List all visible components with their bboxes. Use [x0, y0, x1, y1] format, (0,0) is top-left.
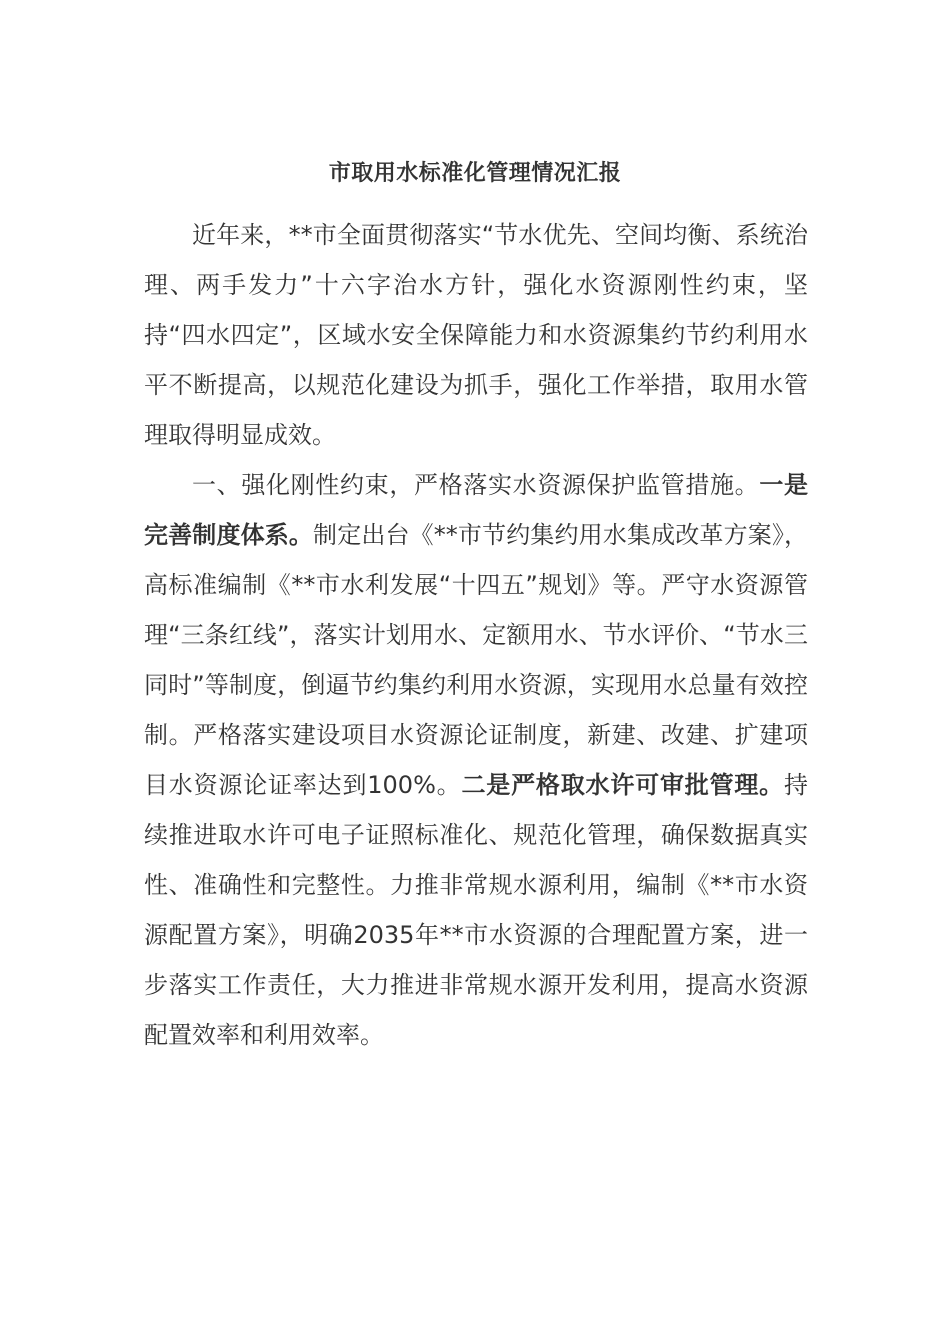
document-body	[144, 210, 808, 1060]
document-title: 市取用水标准化管理情况汇报	[328, 161, 622, 186]
point-one-text: 制定出台《**市节约集约用水集成改革方案》，高标准编制《**市水利发展“十四五”规划》等。严守水资源管理“三条红线”，落实计划用水、定额用水、节水评价、“节水三同时”等制度，倒逼节约集约利用水资源，实现用水总量有效控制。严格落实建设项目水资源论证制度，新建、改建、扩建项目水资源论证率达到100%。	[144, 521, 809, 799]
paragraph-intro: 近年来，**市全面贯彻落实“节水优先、空间均衡、系统治理、两手发力”十六字治水方针，强化水资源刚性约束，坚持“四水四定”，区域水安全保障能力和水资源集约节约利用水平不断提高，以规范化建设为抓手，强化工作举措，取用水管理取得明显成效。	[144, 221, 808, 449]
paragraph-section-one	[144, 460, 808, 1060]
section-heading: 一、强化刚性约束，严格落实水资源保护监管措施。	[192, 471, 760, 499]
point-two-label: 二是严格取水许可审批管理。	[461, 771, 784, 799]
point-one-label: 一是完善制度体系。	[144, 471, 809, 549]
point-two-text: 持续推进取水许可电子证照标准化、规范化管理，确保数据真实性、准确性和完整性。力推非常规水源利用，编制《**市水资源配置方案》，明确2035年**市水资源的合理配置方案，进一步落实工作责任，大力推进非常规水源开发利用，提高水资源配置效率和利用效率。	[144, 771, 808, 1049]
